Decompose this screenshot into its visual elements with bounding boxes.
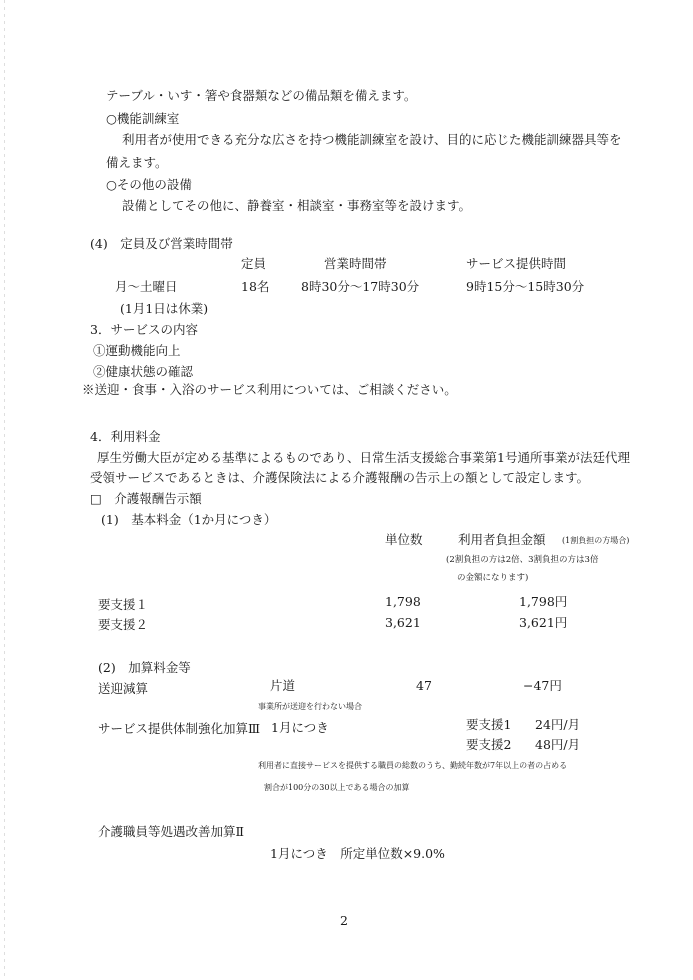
fees-paragraph-line-1: 厚生労働大臣が定める基準によるものであり、日常生活支援総合事業第1号通所事業が法廷代理 — [97, 450, 630, 465]
services-heading: 3．サービスの内容 — [90, 322, 198, 337]
system-note-line-2: 割合が100分の30以上である場合の加算 — [264, 783, 410, 792]
fees-heading: 4．利用料金 — [90, 429, 161, 444]
system-note-line-1: 利用者に直接サービスを提供する職員の総数のうち、勤続年数が7年以上の者の占める — [258, 761, 568, 770]
burden-note-line-1: (2割負担の方は2倍、3割負担の方は3倍 — [446, 555, 599, 565]
staff-addition-line: 1月につき 所定単位数×9.0% — [270, 846, 445, 861]
scan-edge — [4, 0, 5, 980]
service-col-header: サービス提供時間 — [466, 256, 567, 271]
system-addition-period: 1月につき — [271, 720, 329, 735]
burden-col-header: 利用者負担金額 — [458, 532, 546, 547]
equipment-line: テーブル・いす・箸や食器類などの備品類を備えます。 — [106, 88, 417, 103]
training-room-text: 利用者が使用できる充分な広さを持つ機能訓練室を設け、目的に応じた機能訓練器具等を — [122, 132, 622, 147]
other-equipment-text: 設備としてその他に、静養室・相談室・事務室等を設けます。 — [122, 198, 472, 213]
system-addition-label: サービス提供体制強化加算Ⅲ — [98, 721, 261, 736]
burden-note-line-2: の金額になります) — [457, 573, 529, 583]
page-number: 2 — [340, 913, 348, 928]
service-item-2: ②健康状態の確認 — [93, 364, 194, 379]
capacity-col-header: 定員 — [241, 256, 267, 271]
fees-paragraph-line-2: 受領サービスであるときは、介護保険法による介護報酬の告示上の額として設定します。 — [90, 470, 590, 485]
services-note: ※送迎・食事・入浴のサービス利用については、ご相談ください。 — [82, 382, 457, 397]
fee-section-title: □ 介護報酬告示額 — [90, 491, 202, 506]
capacity-value: 18名 — [241, 279, 270, 294]
hours-col-header: 営業時間帯 — [324, 256, 387, 271]
system-amount: 24円/月 — [535, 717, 581, 732]
staff-addition-label: 介護職員等処遇改善加算Ⅱ — [98, 824, 244, 839]
system-amount: 48円/月 — [535, 737, 581, 752]
transport-units: 47 — [416, 678, 432, 693]
transport-amount: −47円 — [523, 678, 562, 693]
transport-note: 事業所が送迎を行わない場合 — [258, 702, 362, 711]
fee-row-amount: 1,798円 — [519, 594, 568, 609]
training-room-title: ○機能訓練室 — [106, 111, 180, 126]
system-level: 要支援1 — [466, 717, 512, 732]
burden-col-subheader: (1割負担の方場合) — [562, 536, 630, 545]
units-col-header: 単位数 — [385, 532, 423, 547]
service-hours-value: 9時15分～15時30分 — [466, 279, 585, 294]
fee-row-amount: 3,621円 — [519, 615, 568, 630]
additions-heading: (2) 加算料金等 — [98, 660, 191, 675]
fee-row-units: 1,798 — [385, 594, 421, 609]
fee-row-label: 要支援２ — [98, 617, 149, 632]
basic-fee-heading: (1) 基本料金（1か月につき） — [101, 512, 277, 527]
holiday-note: (1月1日は休業) — [120, 301, 209, 316]
transport-way: 片道 — [270, 678, 296, 693]
fee-row-units: 3,621 — [385, 615, 421, 630]
system-level: 要支援2 — [466, 737, 512, 752]
hours-value: 8時30分～17時30分 — [301, 279, 420, 294]
service-item-1: ①運動機能向上 — [93, 343, 181, 358]
training-room-text-cont: 備えます。 — [106, 155, 168, 170]
other-equipment-title: ○その他の設備 — [106, 177, 192, 192]
transport-label: 送迎減算 — [98, 681, 149, 696]
fee-row-label: 要支援１ — [98, 597, 149, 612]
days-label: 月～土曜日 — [115, 279, 178, 294]
capacity-heading: (4) 定員及び営業時間帯 — [90, 236, 233, 251]
